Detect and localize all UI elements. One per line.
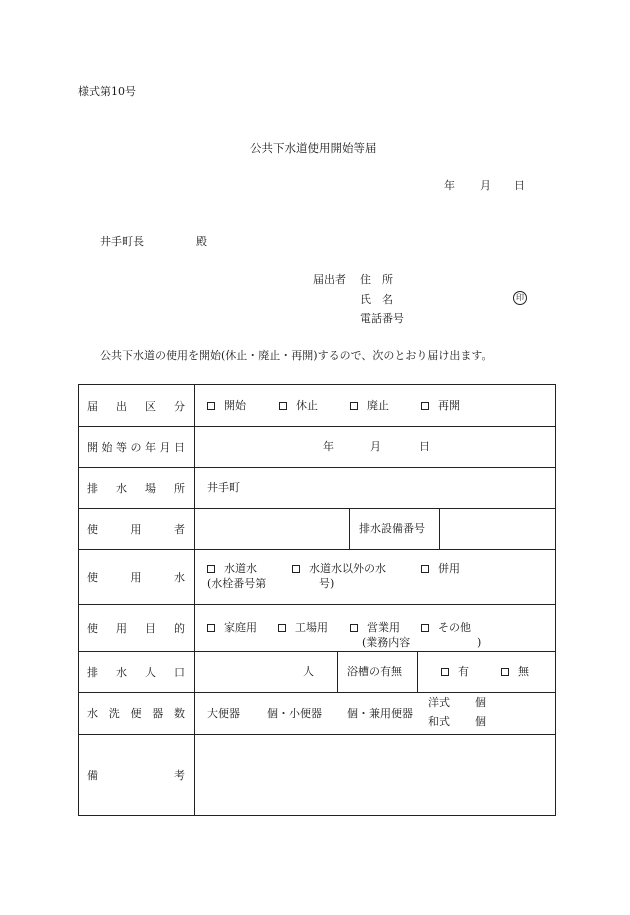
page-title: 公共下水道使用開始等届	[250, 141, 377, 155]
address-label: 住 所	[360, 273, 393, 286]
checkbox-business[interactable]	[350, 624, 358, 632]
name-label: 氏 名	[360, 293, 393, 306]
row-label-category: 届 出 区 分	[87, 399, 185, 413]
statement-text: 公共下水道の使用を開始(休止・廃止・再開)するので、次のとおり届け出ます。	[100, 349, 493, 362]
checkbox-abolish[interactable]	[350, 402, 358, 410]
row-label-population: 排 水 人 口	[87, 665, 185, 679]
option-bath-yes-label: 有	[458, 665, 469, 678]
row-label-water: 使 用 水	[87, 570, 185, 584]
option-other-purpose-label: その他	[438, 621, 471, 634]
start-date-year[interactable]: 年	[323, 440, 334, 453]
option-tap-water-label: 水道水	[224, 562, 257, 575]
date-year-label: 年	[444, 179, 455, 192]
form-number: 様式第10号	[78, 85, 136, 98]
toilet-japanese-unit: 個	[475, 715, 486, 728]
population-unit: 人	[303, 665, 314, 678]
option-business-label: 営業用	[367, 621, 400, 634]
option-abolish-label: 廃止	[367, 399, 389, 412]
honorific: 殿	[196, 235, 207, 248]
option-bath-no-label: 無	[518, 665, 529, 678]
user-name-field[interactable]	[196, 510, 346, 547]
checkbox-resume[interactable]	[421, 402, 429, 410]
option-suspend-label: 休止	[296, 399, 318, 412]
date-month-label: 月	[480, 179, 491, 192]
start-date-month[interactable]: 月	[370, 440, 381, 453]
phone-label: 電話番号	[360, 312, 404, 325]
toilet-japanese-label: 和式	[428, 715, 450, 728]
row-label-remarks: 備 考	[87, 769, 185, 782]
bathtub-label: 浴槽の有無	[347, 665, 402, 678]
toilet-large-label: 大便器	[207, 707, 240, 720]
row-label-purpose: 使 用 目 的	[87, 621, 185, 635]
option-other-water-label: 水道水以外の水	[309, 562, 386, 575]
hydrant-number-open: (水栓番号第	[207, 577, 267, 590]
checkbox-start[interactable]	[207, 402, 215, 410]
checkbox-other-purpose[interactable]	[421, 624, 429, 632]
checkbox-factory[interactable]	[278, 624, 286, 632]
seal-mark-icon: 印	[513, 291, 527, 305]
toilet-western-label: 洋式	[428, 696, 450, 709]
business-content-open: (業務内容	[362, 636, 411, 649]
row-label-user: 使 用 者	[87, 522, 185, 536]
checkbox-suspend[interactable]	[279, 402, 287, 410]
applicant-label: 届出者	[313, 273, 346, 286]
toilet-combined-label: 個・兼用便器	[347, 707, 413, 720]
option-combined-water-label: 併用	[438, 562, 460, 575]
row-label-toilets: 水 洗 便 器 数	[87, 707, 185, 720]
row-label-location: 排 水 場 所	[87, 481, 185, 495]
location-value[interactable]: 井手町	[207, 481, 240, 494]
option-household-label: 家庭用	[224, 621, 257, 634]
checkbox-bath-no[interactable]	[501, 668, 509, 676]
option-start-label: 開始	[224, 399, 246, 412]
drain-number-field[interactable]	[441, 510, 553, 547]
toilet-small-label: 個・小便器	[267, 707, 322, 720]
application-table	[78, 384, 556, 816]
drain-number-label: 排水設備番号	[359, 522, 425, 535]
checkbox-tap-water[interactable]	[207, 565, 215, 573]
addressee: 井手町長	[100, 235, 144, 248]
checkbox-household[interactable]	[207, 624, 215, 632]
checkbox-combined-water[interactable]	[421, 565, 429, 573]
checkbox-bath-yes[interactable]	[441, 668, 449, 676]
business-content-close: )	[477, 636, 482, 649]
hydrant-number-close: 号)	[319, 577, 335, 590]
row-label-start-date: 開 始 等 の 年 月 日	[87, 440, 185, 454]
remarks-field[interactable]	[196, 736, 553, 814]
checkbox-other-water[interactable]	[292, 565, 300, 573]
option-resume-label: 再開	[438, 399, 460, 412]
toilet-western-unit: 個	[475, 696, 486, 709]
start-date-day[interactable]: 日	[419, 440, 430, 453]
date-day-label: 日	[514, 179, 525, 192]
option-factory-label: 工場用	[295, 621, 328, 634]
